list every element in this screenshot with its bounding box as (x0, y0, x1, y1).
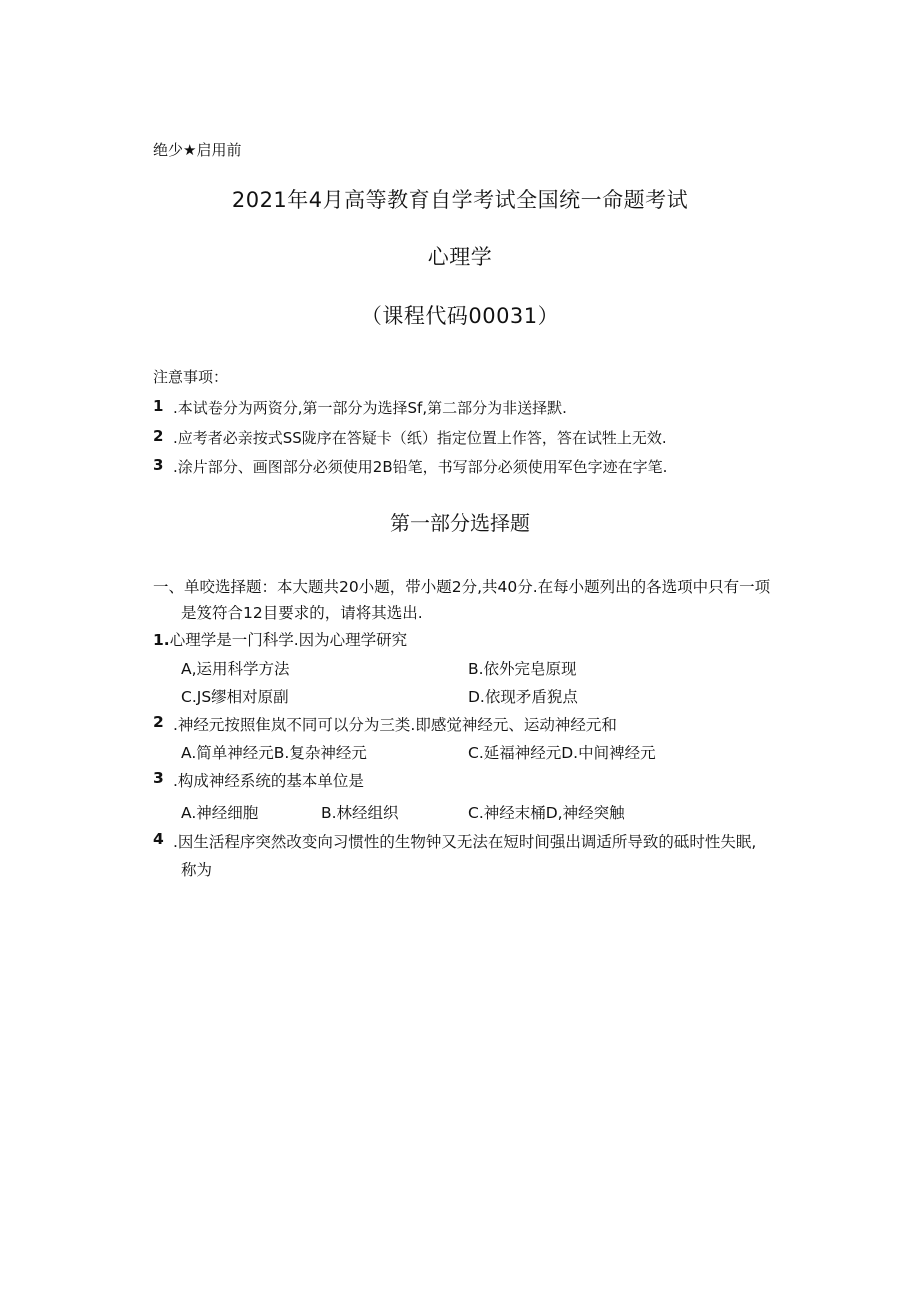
question-1 (153, 628, 407, 650)
question-3 (0, 769, 920, 789)
confidentiality-label: 绝少★启用前 (153, 141, 242, 159)
question-number: 3 (153, 769, 164, 787)
option: B.依外完皂原现 (468, 660, 577, 678)
question-4 (0, 830, 920, 850)
question-number: 1. (153, 631, 170, 649)
notice-item-text: .本试卷分为两资分,第一部分为选择Sf,第二部分为非送择默. (173, 399, 567, 417)
notice-item-number: 3 (153, 456, 164, 474)
option: C.JS缪相对原副 (181, 688, 289, 706)
notice-item (0, 397, 920, 417)
notice-item-text: .应考者必亲按式SS陇序在答疑卡（纸）指定位置上作答，答在试牲上无效. (173, 429, 667, 447)
option: A.神经细胞 (181, 804, 259, 822)
notice-item-text: .涂片部分、画图部分必须使用2B铅笔，书写部分必须使用军色字迹在字笔. (173, 458, 668, 476)
notice-item-number: 1 (153, 397, 164, 415)
option: A.简单神经元B.复杂神经元 (181, 744, 367, 762)
question-text: 心理学是一门科学.因为心理学研究 (169, 631, 408, 649)
option: C.神经末桶D,神经突触 (468, 804, 625, 822)
option: A,运用科学方法 (181, 660, 290, 678)
notice-item (0, 427, 920, 447)
section-title: 第一部分选择题 (390, 511, 530, 535)
option: D.依现矛盾猊点 (468, 688, 578, 706)
part-instruction-line1: 一、单咬选择题：本大题共20小题，带小题2分,共40分.在每小题列出的各选项中只有一项 (153, 578, 771, 596)
question-number: 2 (153, 713, 164, 731)
part-instruction-line2: 是笈符合12目要求的，请将其选出. (181, 604, 423, 622)
subject-title: 心理学 (427, 245, 493, 269)
question-text-continued: 称为 (181, 861, 213, 879)
notice-item (0, 456, 920, 476)
notice-heading: 注意事项： (153, 368, 229, 386)
question-2 (0, 713, 920, 733)
question-text: .神经元按照隹岚不同可以分为三类.即感觉神经元、运动神经元和 (173, 716, 617, 734)
course-code: （课程代码00031） (360, 304, 560, 328)
question-number: 4 (153, 830, 164, 848)
notice-item-number: 2 (153, 427, 164, 445)
question-text: .构成神经系统的基本单位是 (173, 772, 364, 790)
exam-title: 2021年4月高等教育自学考试全国统一命题考试 (231, 188, 689, 212)
question-text: .因生活程序突然改变向习惯性的生物钟又无法在短时间强出调适所导致的砥时性失眠, (173, 833, 757, 851)
option: C.延福神经元D.中间裨经元 (468, 744, 656, 762)
option: B.林经组织 (321, 804, 399, 822)
